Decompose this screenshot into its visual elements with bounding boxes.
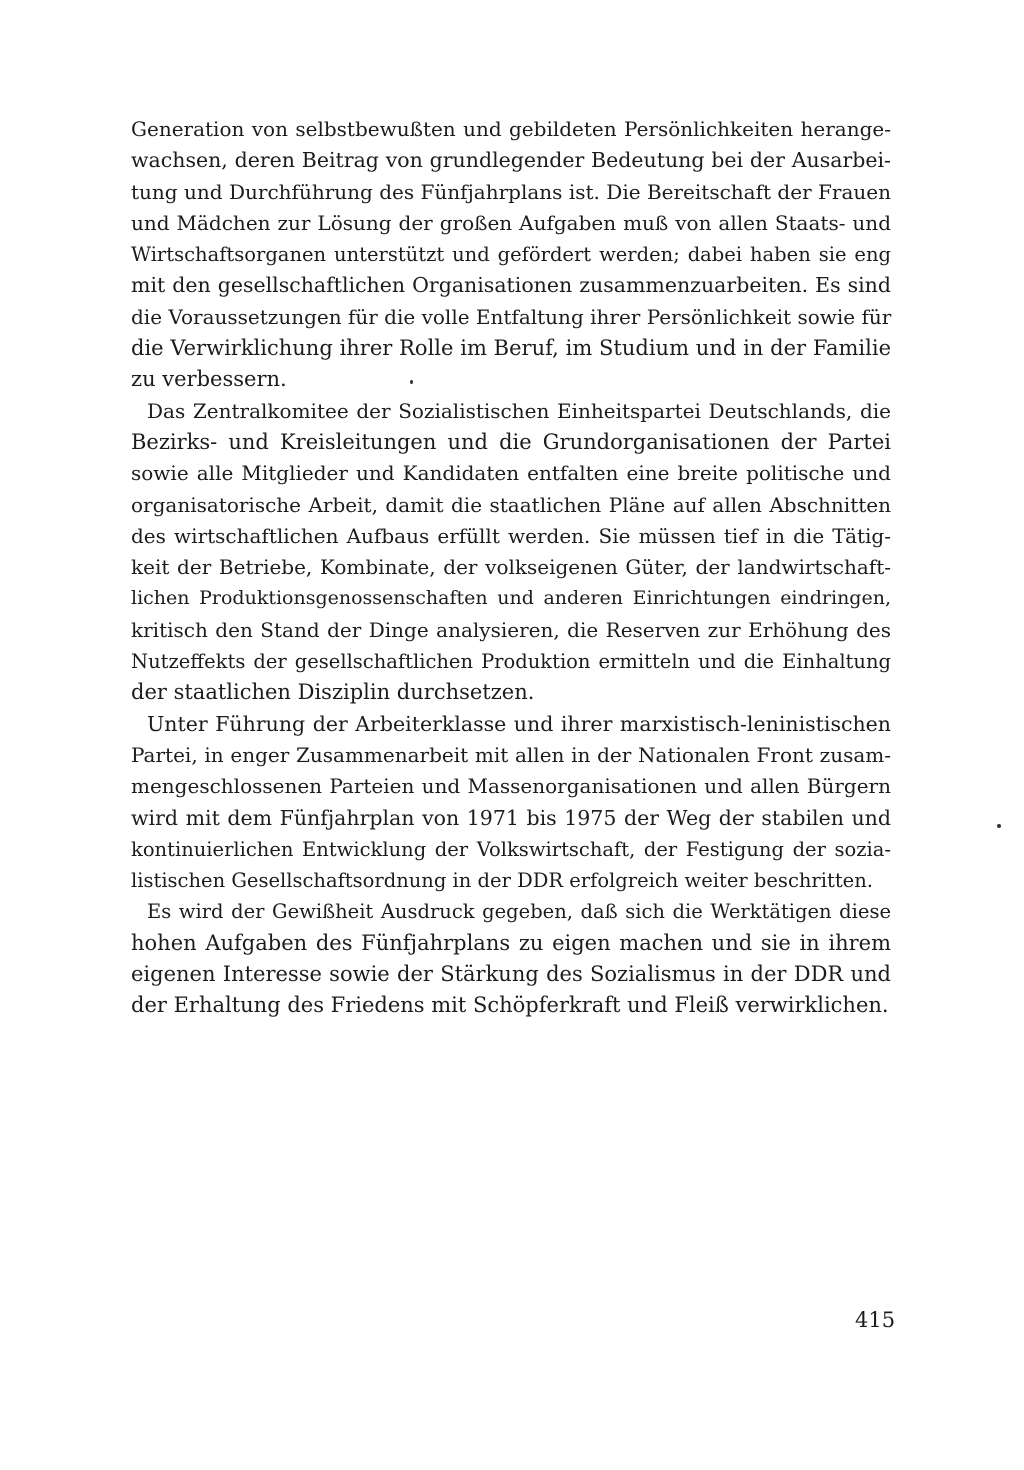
text-line: Es wird der Gewißheit Ausdruck gegeben, daß sich die Werktätigen diese bbox=[147, 900, 891, 924]
text-line: listischen Gesellschaftsordnung in der DDR erfolgreich weiter beschritten. bbox=[131, 869, 873, 893]
text-line: wachsen, deren Beitrag von grundlegender Bedeutung bei der Ausarbei- bbox=[131, 148, 891, 173]
text-line: der Erhaltung des Friedens mit Schöpferkraft und Fleiß verwirklichen. bbox=[131, 993, 889, 1018]
text-line: Wirtschaftsorganen unterstützt und gefördert werden; dabei haben sie eng bbox=[131, 243, 891, 267]
text-line: des wirtschaftlichen Aufbaus erfüllt werden. Sie müssen tief in die Tätig- bbox=[131, 523, 891, 548]
text-line: zu verbessern. bbox=[131, 367, 287, 392]
body-text bbox=[131, 114, 891, 1022]
text-line: kritisch den Stand der Dinge analysieren, die Reserven zur Erhöhung des bbox=[131, 617, 891, 642]
text-line: wird mit dem Fünfjahrplan von 1971 bis 1975 der Weg der stabilen und bbox=[131, 805, 891, 830]
text-line: Partei, in enger Zusammenarbeit mit allen in der Nationalen Front zusam- bbox=[131, 742, 891, 767]
text-line: organisatorische Arbeit, damit die staatlichen Pläne auf allen Abschnitten bbox=[131, 492, 891, 517]
text-line: tung und Durchführung des Fünfjahrplans ist. Die Bereitschaft der Frauen bbox=[131, 179, 891, 204]
text-line: kontinuierlichen Entwicklung der Volkswirtschaft, der Festigung der sozia- bbox=[131, 837, 891, 861]
text-line: keit der Betriebe, Kombinate, der volkseigenen Güter, der landwirtschaft- bbox=[131, 555, 891, 580]
text-line: lichen Produktionsgenossenschaften und anderen Einrichtungen eindringen, bbox=[131, 587, 891, 610]
text-line: Bezirks- und Kreisleitungen und die Grundorganisationen der Partei bbox=[131, 429, 891, 454]
text-line: mengeschlossenen Parteien und Massenorganisationen und allen Bürgern bbox=[131, 774, 891, 799]
text-line: hohen Aufgaben des Fünfjahrplans zu eigen machen und sie in ihrem bbox=[131, 930, 891, 955]
text-line: Nutzeffekts der gesellschaftlichen Produktion ermitteln und die Einhaltung bbox=[131, 650, 891, 674]
text-line: der staatlichen Disziplin durchsetzen. bbox=[131, 680, 535, 705]
text-line: die Verwirklichung ihrer Rolle im Beruf, im Studium und in der Familie bbox=[131, 336, 891, 361]
text-line: und Mädchen zur Lösung der großen Aufgaben muß von allen Staats- und bbox=[131, 210, 891, 235]
text-line: Generation von selbstbewußten und gebildeten Persönlichkeiten herange- bbox=[131, 117, 891, 141]
text-line: sowie alle Mitglieder und Kandidaten entfalten eine breite politische und bbox=[131, 461, 891, 486]
page-number: 415 bbox=[855, 1308, 896, 1332]
text-line: eigenen Interesse sowie der Stärkung des Sozialismus in der DDR und bbox=[131, 962, 891, 987]
text-line: Unter Führung der Arbeiterklasse und ihrer marxistisch-leninistischen bbox=[147, 711, 891, 736]
text-line: mit den gesellschaftlichen Organisationen zusammenzuarbeiten. Es sind bbox=[131, 273, 891, 298]
scan-speck bbox=[997, 824, 1001, 828]
text-line: die Voraussetzungen für die volle Entfaltung ihrer Persönlichkeit sowie für bbox=[131, 304, 892, 329]
scan-speck bbox=[410, 380, 413, 384]
text-line: Das Zentralkomitee der Sozialistischen Einheitspartei Deutschlands, die bbox=[147, 398, 891, 423]
